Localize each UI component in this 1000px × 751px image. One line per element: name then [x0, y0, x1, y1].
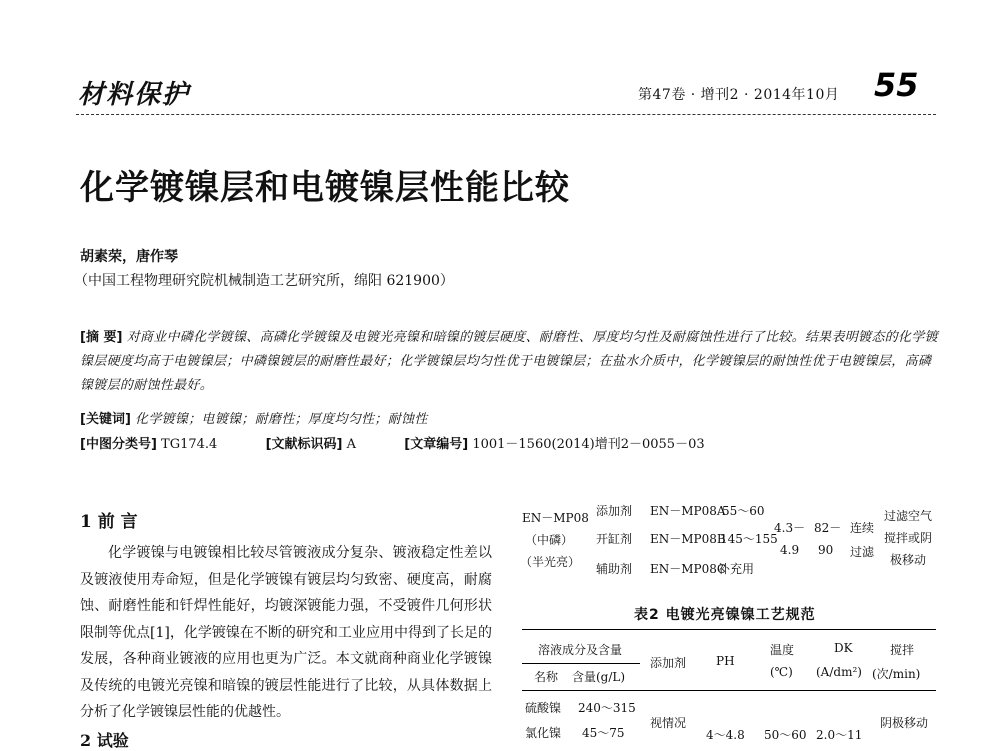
- table-cell: 极移动: [890, 553, 927, 567]
- abstract-text: 对商业中磷化学镀镍、高磷化学镀镍及电镀光亮镍和暗镍的镀层硬度、耐磨性、厚度均匀性及耐腐蚀性进行了比较。结果表明镀态的化学镀镍层硬度均高于电镀镍层；中磷镍镀层的耐磨性最好；化学镀镍层均匀性优于电镀镍层；在盐水介质中，化学镀镍层的耐蚀性优于电镀镍层，高磷镍镀层的耐蚀性最好。: [80, 330, 938, 393]
- article-number-value: 1001－1560(2014)增刊2－0055－03: [472, 437, 705, 452]
- table-cell: 阴极移动: [880, 716, 929, 730]
- page-number: 55: [874, 66, 919, 104]
- journal-logo: 材料保护: [78, 80, 191, 110]
- table-cell: 145～155: [720, 532, 778, 546]
- keywords-text: 化学镀镍；电镀镍；耐磨性；厚度均匀性；耐蚀性: [135, 412, 428, 427]
- table2-header-ph: PH: [716, 654, 735, 668]
- abstract-label: [摘 要]: [80, 330, 123, 345]
- table2-header-dk: DK: [834, 641, 853, 655]
- table-cell: 82－: [814, 521, 842, 535]
- table-cell: 4.9: [780, 543, 800, 557]
- table-cell: 连续: [850, 521, 875, 535]
- clc-value: TG174.4: [161, 437, 218, 452]
- abstract: [80, 326, 938, 398]
- table-cell: 45～75: [582, 726, 625, 740]
- table-cell: 2.0～11: [816, 728, 863, 742]
- header-divider: [76, 114, 936, 115]
- table2-header-name: 名称: [534, 670, 559, 684]
- article-number-label: [文章编号]: [404, 437, 469, 452]
- article-title: 化学镀镍层和电镀镍层性能比较: [80, 168, 570, 208]
- table-cell: 搅拌或阴: [884, 531, 933, 545]
- table-cell: EN－MP08A: [650, 504, 726, 518]
- next-section-heading: 2 试验: [80, 731, 129, 750]
- table-cell: 90: [818, 543, 834, 557]
- table2-title: 表2 电镀光亮镍镍工艺规范: [634, 607, 816, 623]
- table2-header-additive: 添加剂: [650, 656, 687, 670]
- table2-header-temperature: 温度: [770, 643, 795, 657]
- section-heading: 1 前 言: [80, 512, 138, 532]
- table-cell: 视情况: [650, 716, 687, 730]
- table-cell: 硫酸镍: [525, 701, 562, 715]
- clc-label: [中图分类号]: [80, 437, 157, 452]
- keywords-label: [关键词]: [80, 412, 131, 427]
- table-cell: EN－MP08B: [650, 532, 726, 546]
- table-cell: 50～60: [764, 728, 807, 742]
- table-cell: 过滤空气: [884, 509, 933, 523]
- keywords: [80, 408, 938, 432]
- classification-line: [80, 433, 938, 457]
- issue-info: 第47卷 · 增刊2 · 2014年10月: [638, 87, 840, 103]
- table2-header-dk-unit: (A/dm²): [816, 665, 862, 679]
- bath-name: EN－MP08: [522, 511, 589, 525]
- table2-header-agitation-unit: (次/min): [872, 667, 921, 681]
- table-cell: 240～315: [578, 701, 636, 715]
- table2-header-temperature-unit: (℃): [770, 665, 793, 679]
- table-sub-rule: [522, 663, 640, 664]
- authors: 胡素荣，唐作琴: [80, 249, 178, 265]
- doc-code-label: [文献标识码]: [265, 437, 343, 452]
- table-cell: 添加剂: [596, 504, 633, 518]
- doc-code-value: A: [346, 437, 357, 452]
- table-cell: 氯化镍: [525, 726, 562, 740]
- table-cell: 过滤: [850, 545, 875, 559]
- table-header-rule: [522, 690, 936, 691]
- intro-paragraph: 化学镀镍与电镀镍相比较尽管镀液成分复杂、镀液稳定性差以及镀液使用寿命短，但是化学镀镍有镀层均匀致密、硬度高，耐腐蚀、耐磨性能和钎焊性能好，均镀深镀能力强，不受镀件几何形状限制等优点[1]，化学镀镍在不断的研究和工业应用中得到了长足的发展，各种商业镀液的应用也更为广泛。本文就商种商业化学镀镍及传统的电镀光亮镍和暗镍的镀层性能进行了比较，从具体数据上分析了化学镀镍层性能的优越性。: [80, 545, 492, 720]
- table-cell: 辅助剂: [596, 562, 633, 576]
- table2-header-agitation: 搅拌: [890, 643, 915, 657]
- affiliation: （中国工程物理研究院机械制造工艺研究所，绵阳 621900）: [74, 273, 454, 289]
- table-cell: EN－MP08C: [650, 562, 727, 576]
- table-cell: 补充用: [718, 562, 755, 576]
- table-cell: 开缸剂: [596, 532, 633, 546]
- table-cell: 55～60: [722, 504, 765, 518]
- bath-type: （中磷）: [525, 533, 574, 547]
- table-cell: 4.3－: [774, 521, 806, 535]
- table-top-rule: [522, 629, 936, 630]
- bath-subtype: （半光亮）: [520, 555, 581, 569]
- table2-header-content: 含量(g/L): [572, 670, 626, 684]
- table-cell: 4～4.8: [706, 728, 745, 742]
- table2-header-composition: 溶液成分及含量: [538, 643, 623, 657]
